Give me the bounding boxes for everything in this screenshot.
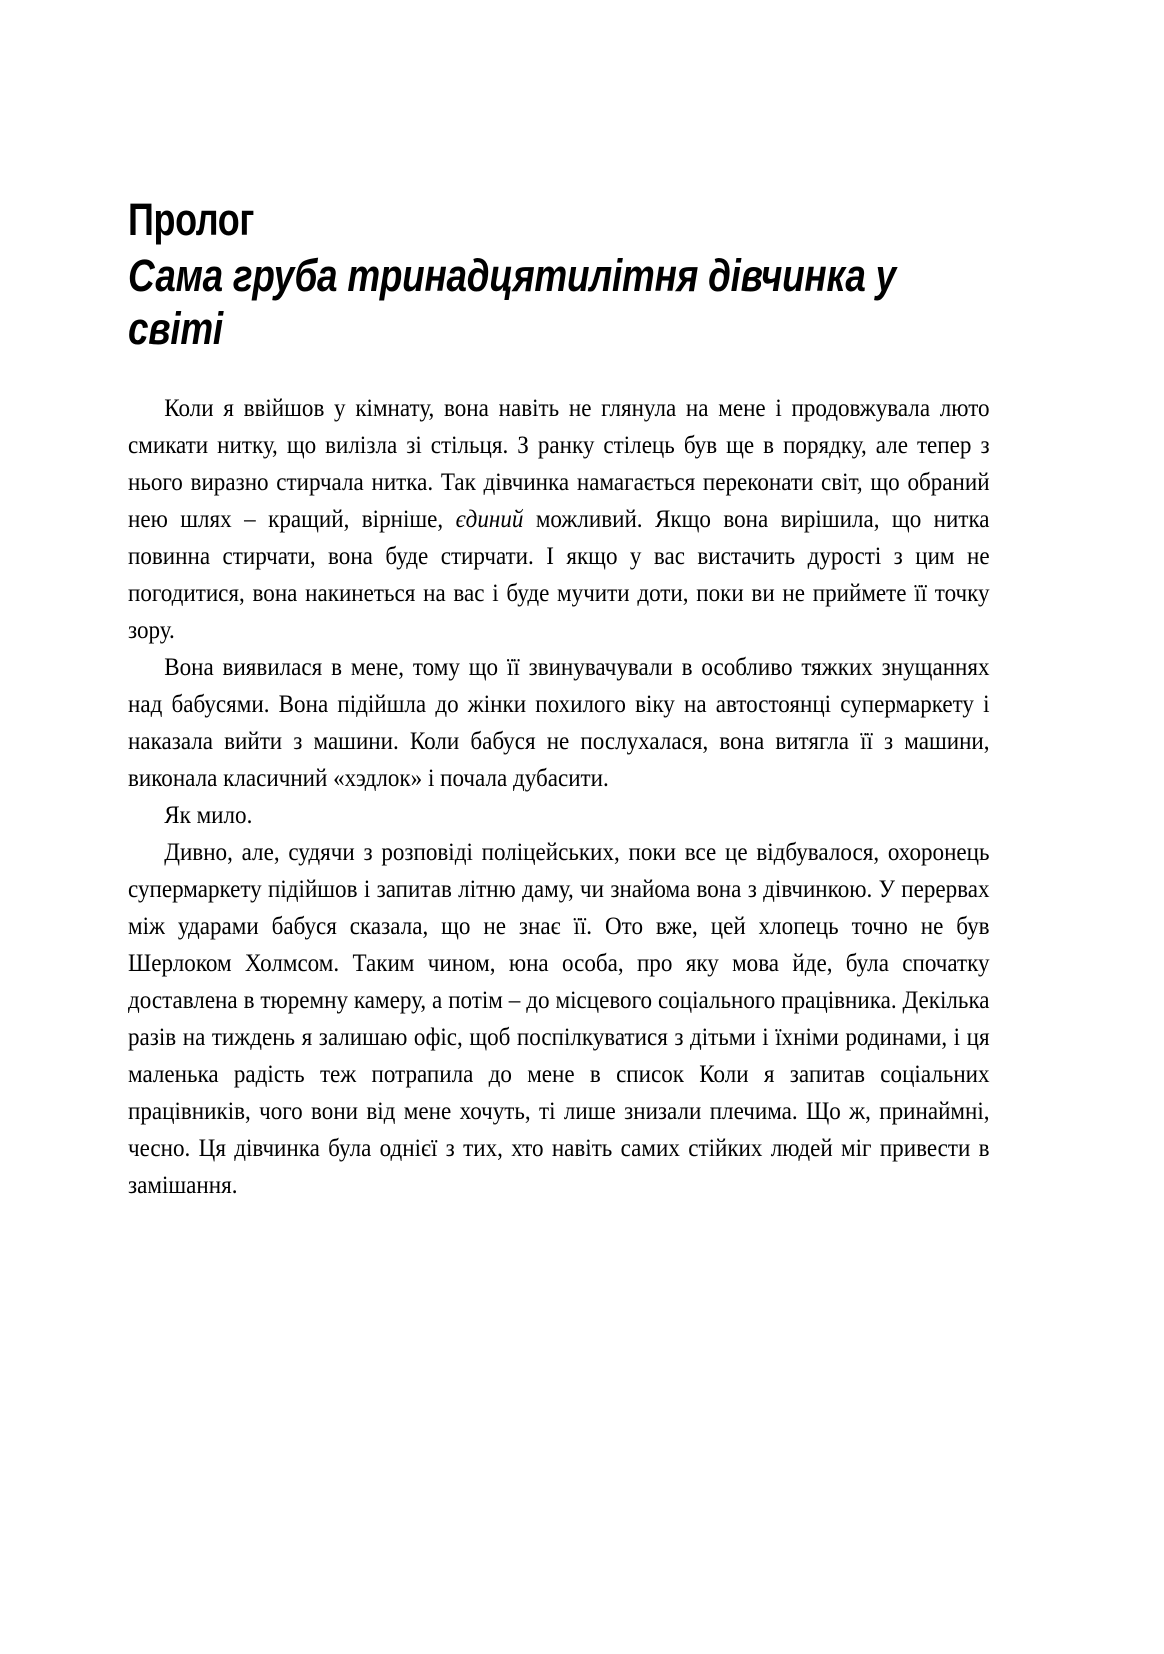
paragraph-1-text-before: Коли я ввійшов у кімнату, вона навіть не глянула на мене і продовжувала люто смикати нитку, що вилізла зі стільця. З ранку стілець був ще в порядку, але тепер з нього виразно стирчала нитка. Так дівчинка намагається переконати світ, що обраний нею шлях – кращий, вірніше, (128, 393, 990, 534)
paragraph-4: Дивно, але, судячи з розповіді поліцейських, поки все це відбувалося, охоронець супермаркету підійшов і запитав літню даму, чи знайома вона з дівчинкою. У перервах між ударами бабуся сказала, що не знає її. Ото вже, цей хлопець точно не був Шерлоком Холмсом. Таким чином, юна особа, про яку мова йде, була спочатку доставлена в тюремну камеру, а потім – до місцевого соціального працівника. Декілька разів на тиждень я залишаю офіс, щоб поспілкуватися з дітьми і їхніми родинами, і ця маленька радість теж потрапила до мене в список Коли я запитав соціальних працівників, чого вони від мене хочуть, ті лише знизали плечима. Що ж, принаймні, чесно. Ця дівчинка була однієї з тих, хто навіть самих стійких людей міг привести в замішання. (128, 837, 990, 1200)
body-text (128, 389, 990, 1203)
emphasized-word: єдиний (455, 504, 524, 534)
paragraph-1 (128, 389, 990, 648)
chapter-title: Сама груба тринадцятилітня дівчинка у світі (128, 250, 896, 355)
paragraph-2: Вона виявилася в мене, тому що її звинувачували в особливо тяжких знущаннях над бабусями. Вона підійшла до жінки похилого віку на автостоянці супермаркету і наказала вийти з машини. Коли бабуся не послухалася, вона витягла її з машини, виконала класичний «хэдлок» і почала дубасити. (128, 652, 990, 793)
paragraph-1-text-after: можливий. Якщо вона вирішила, що нитка повинна стирчати, вона буде стирчати. І якщо у вас вистачить дурості з цим не погодитися, вона накинеться на вас і буде мучити доти, поки ви не приймете її точку зору. (128, 504, 990, 645)
page-content (128, 196, 990, 1203)
paragraph-3: Як мило. (164, 800, 253, 830)
chapter-label: Пролог (128, 194, 254, 245)
